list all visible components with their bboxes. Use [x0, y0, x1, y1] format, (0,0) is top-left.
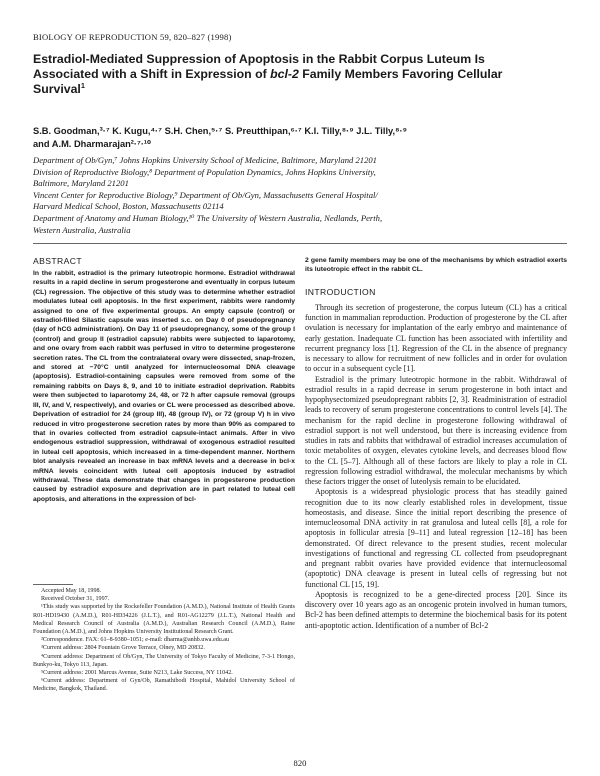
footnote: ²Correspondence. FAX: 61–8-9380–1051; e-mail: dharma@anhb.uwa.edu.au [41, 637, 230, 644]
right-column [305, 256, 567, 631]
affiliation-line: Harvard Medical School, Boston, Massachusetts 02114 [33, 201, 224, 212]
footnote: Received October 31, 1997. [41, 596, 110, 603]
page-number: 820 [293, 758, 307, 768]
introduction-heading: INTRODUCTION [305, 286, 376, 297]
affiliations [33, 155, 573, 236]
journal-header: BIOLOGY OF REPRODUCTION 59, 820–827 (1998) [33, 32, 232, 42]
authors-line-2: and A.M. Dharmarajan²·⁷·¹⁰ [33, 139, 152, 149]
abstract-text: In the rabbit, estradiol is the primary luteotropic hormone. Estradiol withdrawal results in a rapid decline in serum progesterone and eventually in corpus luteum (CL) regression. The objective of this study was to determine whether estradiol modulates luteal cell apoptosis. In the first experiment, rabbits were randomly assigned to one of five experimental groups. An empty capsule (control) or estradiol-filled Silastic capsule was inserted s.c. on Day 0 of pseudopregnancy (day of hCG administration). On Day 11 of pseudopregnancy, some of the group I (control) and group II (estradiol capsule) rabbits were subjected to laparotomy, and one ovary from each rabbit was perfused in vitro to determine progesterone secretion rates. The CL from the contralateral ovary were dissected, snap-frozen, and stored at −70°C until analyzed for internucleosomal DNA cleavage (apoptosis). Estradiol-containing capsules were removed from some of the remaining rabbits on Days 8, 9, and 10 to initiate estradiol deprivation. Rabbits were then subjected to laparotomy 24, 48, or 72 h after capsule removal (groups III, IV, and V, respectively), and ovaries or CL were processed as described above. Deprivation of estradiol for 24 (group III), 48 (group IV), or 72 (group V) h in vivo reduced in vitro progesterone secretion rates by more than 90% as compared to that in ovaries collected from estradiol capsule-intact animals. After in vivo endogenous estradiol suppression, withdrawal of exogenous estradiol resulted in luteal cell apoptosis, which increased in a time-dependent manner. Northern blot analysis revealed an increase in bax mRNA levels and a decrease in bcl-x mRNA levels coincident with luteal cell apoptosis induced by estradiol withdrawal. These data demonstrate that changes in progesterone production caused by estradiol exposure and deprivation are in part related to luteal cell apoptosis, and alterations in the expression of bcl- [33, 270, 295, 503]
article-title [33, 52, 553, 97]
affiliation-line: Vincent Center for Reproductive Biology,⁹ Department of Ob/Gyn, Massachusetts General Hospital/ [33, 189, 378, 200]
footnote: ¹This study was supported by the Rockefeller Foundation (A.M.D.), National Institute of Health Grants R01-HD19430 (A.M.D.), R01-HD34226 (J.L.T.), and R01-AG12279 (J.L.T.), National Health and Medical Research Council of Australia (A.M.D.), Australian Research Council (A.M.D.), Raine Foundation (A.M.D.), and Johns Hopkins University Institutional Research Grant. [33, 604, 295, 636]
title-footnote-mark: 1 [80, 80, 85, 90]
footnote: ³Current address: 2804 Fountain Grove Terrace, Olney, MD 20832. [41, 645, 205, 652]
affiliation-line: Division of Reproductive Biology,⁸ Department of Population Dynamics, Johns Hopkins University, [33, 166, 376, 177]
affiliation-line: Department of Ob/Gyn,⁷ Johns Hopkins University School of Medicine, Baltimore, Maryland 21201 [33, 155, 377, 165]
affiliation-line: Department of Anatomy and Human Biology,¹⁰ The University of Western Australia, Nedlands, Perth, [33, 212, 383, 223]
footnotes [33, 587, 295, 694]
affiliation-line: Baltimore, Maryland 21201 [33, 178, 129, 189]
intro-paragraph: Estradiol is the primary luteotropic hormone in the rabbit. Withdrawal of estradiol results in a rapid decrease in serum progesterone in both intact and hypophysectomized pseudopregnant rabbits [2, 3]. Readministration of estradiol leads to recovery of serum progesterone concentrations to control levels [4]. The mechanism for the rapid decline in progesterone following withdrawal of estradiol support is not well understood, but there is increasing evidence from studies in rats and rabbits that withdrawal of estradiol increases accumulation of toxic metabolites of oxygen, elevates cytokine levels, and decreases blood flow to the CL [5–7]. Although all of these factors are likely to play a role in CL regression following estradiol withdrawal, the molecular mechanisms by which these factors trigger the onset of luteolysis remain to be elucidated. [305, 374, 567, 487]
title-text-part2: Family Members Favoring Cellular Survival [33, 67, 503, 96]
intro-paragraph: Through its secretion of progesterone, the corpus luteum (CL) has a critical function in mammalian reproduction. Production of progesterone by the CL after ovulation is necessary for implantation of the early embryo and maintenance of early gestation. Inadequate CL function has been associated with infertility and recurrent pregnancy loss [1]. Regression of the CL in the absence of pregnancy is necessary to allow for recruitment of new follicles and in order for ovulation to occur in a subsequent cycle [1]. [305, 302, 567, 374]
header-divider [33, 243, 567, 244]
title-gene-name: bcl-2 [270, 67, 299, 81]
intro-paragraph: Apoptosis is a widespread physiologic process that has steadily gained recognition due to its now clearly established roles in development, tissue homeostasis, and disease. Since the initial report describing the presence of internucleosomal DNA activity in rat granulosa and luteal cells [8], a role for apoptosis in follicular atresia [9–11] and luteal regression [12–18] has been demonstrated. Of direct relevance to the present studies, recent molecular investigations of functional and regressing CL collected from pseudopregnant and pregnant rabbit ovaries have provided evidence that internucleosomal (apoptotic) DNA cleavage is present in luteal cells of regressing but not functional CL [15, 19]. [305, 487, 567, 589]
abstract-heading: ABSTRACT [33, 256, 83, 266]
footnote: ⁶Current address: Department of Gyn/Ob, Ramathibodi Hospital, Mahidol University School of Medicine, Bangkok, Thailand. [33, 678, 295, 693]
footnote-divider [33, 584, 73, 585]
abstract-continuation: 2 gene family members may be one of the mechanisms by which estradiol exerts its luteotropic effect in the rabbit CL. [305, 257, 567, 274]
footnote: Accepted May 18, 1998. [41, 588, 102, 594]
left-column [33, 256, 295, 504]
title-text-part1: Estradiol-Mediated Suppression of Apoptosis in the Rabbit Corpus Luteum Is Associated with a Shift in Expression of [33, 52, 485, 81]
footnote: ⁵Current address: 2001 Marcus Avenue, Suite N213, Lake Success, NY 11042. [41, 670, 233, 677]
introduction-body [305, 303, 567, 631]
footnote: ⁴Current address: Department of Ob/Gyn, The University of Tokyo Faculty of Medicine, 7-3-1 Hongo, Bunkyo-ku, Tokyo 113, Japan. [33, 653, 295, 668]
intro-paragraph: Apoptosis is recognized to be a gene-directed process [20]. Since its discovery over 10 years ago as an oncogenic protein involved in human tumors, Bcl-2 has been defined attempts to determine the biochemical basis for its potent anti-apoptotic action. Identification of a number of Bcl-2 [305, 589, 567, 630]
authors-line-1: S.B. Goodman,³·⁷ K. Kugu,⁴·⁷ S.H. Chen,⁵·⁷ S. Preutthipan,⁶·⁷ K.I. Tilly,⁸·⁹ J.L. Tilly,⁸·⁹ [33, 126, 408, 136]
author-list [33, 125, 553, 151]
affiliation-line: Western Australia, Australia [33, 224, 131, 235]
